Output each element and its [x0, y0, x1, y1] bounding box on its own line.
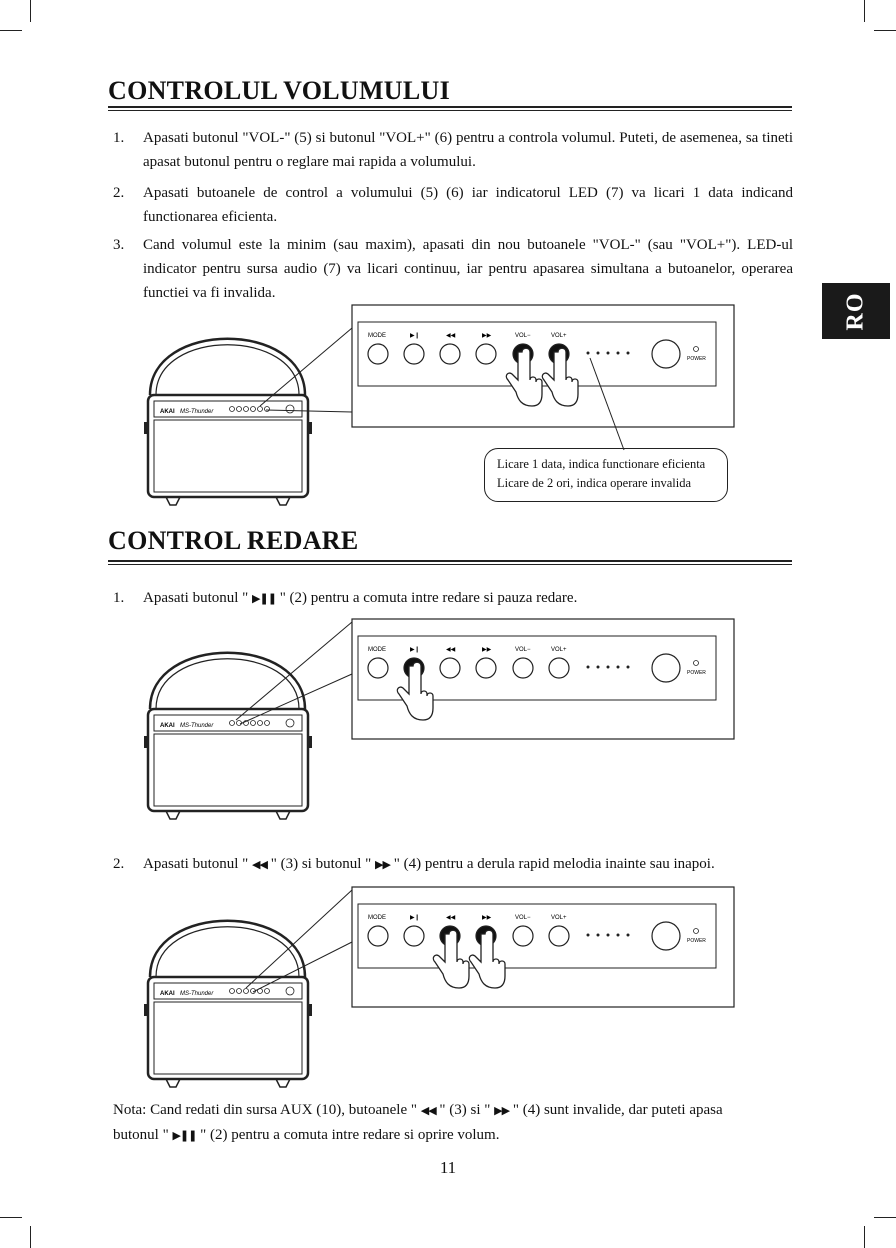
speaker-model: MS-Thunder — [180, 991, 214, 997]
speaker-brand: AKAI — [160, 723, 175, 729]
panel-label-next: ▶▶ — [482, 915, 492, 921]
crop-mark — [874, 1217, 896, 1218]
panel-label-prev: ◀◀ — [446, 647, 456, 653]
crop-mark — [874, 30, 896, 31]
panel-label-mode: MODE — [368, 333, 386, 339]
text-run: " (3) si " — [435, 1102, 495, 1118]
panel-label-next: ▶▶ — [482, 333, 492, 339]
next-icon: ▶▶ — [375, 858, 390, 871]
led-callout — [484, 448, 728, 502]
play-pause-figure — [130, 614, 750, 824]
text-run: " (4) sunt invalide, dar puteti apasa — [509, 1102, 723, 1118]
crop-mark — [0, 30, 22, 31]
text-run: Apasati butonul " — [143, 590, 253, 606]
list-item — [113, 852, 793, 876]
text-run: " (3) si butonul " — [266, 856, 376, 872]
text-run: Nota: Cand redati din sursa AUX (10), butoanele " — [113, 1102, 421, 1118]
list-text: Apasati butoanele de control a volumului (5) (6) iar indicatorul LED (7) va licari 1 data indicand functionarea eficienta. — [143, 185, 793, 225]
panel-label-vol-plus: VOL+ — [551, 915, 567, 921]
list-item — [113, 586, 793, 610]
callout-line: Licare 1 data, indica functionare eficienta — [497, 457, 706, 471]
list-number: 3. — [113, 237, 125, 253]
list-text: Apasati butonul "VOL-" (5) si butonul "VOL+" (6) pentru a controla volumul. Puteti, de asemenea, sa tineti apasat butonul pentru o reglare mai rapida a volumului. — [143, 130, 793, 170]
skip-figure — [130, 882, 750, 1092]
text-run: " (4) pentru a derula rapid melodia inainte sau inapoi. — [389, 856, 715, 872]
section-title-playback: CONTROL REDARE — [108, 526, 359, 555]
speaker-brand: AKAI — [160, 409, 175, 415]
language-tab-label: RO — [842, 292, 869, 330]
list-item — [113, 126, 793, 174]
panel-label-prev: ◀◀ — [446, 333, 456, 339]
list-text: Cand volumul este la minim (sau maxim), apasati din nou butoanele "VOL-" (sau "VOL+"). LED-ul indicator pentru sursa audio (7) va licari continuu, iar pentru apasarea simultana a butoanelor, operarea functiei va fi invalida. — [143, 237, 793, 301]
panel-label-power: POWER — [687, 938, 706, 944]
panel-label-play: ▶❙ — [410, 333, 420, 339]
play-pause-icon: ▶❚❚ — [172, 1129, 197, 1142]
text-run: " (2) pentru a comuta intre redare si oprire volum. — [196, 1127, 500, 1143]
text-run: Apasati butonul " — [143, 856, 253, 872]
title-rule — [108, 560, 792, 565]
callout-line: Licare de 2 ori, indica operare invalida — [497, 476, 692, 490]
panel-label-power: POWER — [687, 356, 706, 362]
previous-icon: ◀◀ — [420, 1104, 436, 1117]
list-item — [113, 233, 793, 305]
crop-mark — [864, 1226, 865, 1248]
crop-mark — [0, 1217, 22, 1218]
previous-icon: ◀◀ — [252, 858, 267, 871]
panel-label-mode: MODE — [368, 915, 386, 921]
list-number: 2. — [113, 185, 125, 201]
panel-label-play: ▶❙ — [410, 647, 420, 653]
panel-label-vol-plus: VOL+ — [551, 333, 567, 339]
crop-mark — [30, 0, 31, 22]
list-number: 1. — [113, 590, 125, 606]
speaker-model: MS-Thunder — [180, 409, 214, 415]
list-item — [113, 181, 793, 229]
list-number: 1. — [113, 130, 125, 146]
section-title-volume: CONTROLUL VOLUMULUI — [108, 76, 451, 105]
speaker-illustration — [144, 339, 312, 505]
language-tab — [822, 283, 890, 339]
panel-label-power: POWER — [687, 670, 706, 676]
speaker-brand: AKAI — [160, 991, 175, 997]
panel-label-mode: MODE — [368, 647, 386, 653]
panel-label-vol-plus: VOL+ — [551, 647, 567, 653]
crop-mark — [30, 1226, 31, 1248]
panel-label-vol-minus: VOL− — [515, 915, 531, 921]
crop-mark — [864, 0, 865, 22]
panel-label-next: ▶▶ — [482, 647, 492, 653]
list-number: 2. — [113, 856, 125, 872]
next-icon: ▶▶ — [494, 1104, 510, 1117]
note-paragraph — [113, 1098, 803, 1148]
title-rule — [108, 106, 792, 111]
speaker-model: MS-Thunder — [180, 723, 214, 729]
panel-label-vol-minus: VOL− — [515, 647, 531, 653]
text-run: " (2) pentru a comuta intre redare si pauza redare. — [275, 590, 578, 606]
text-run: butonul " — [113, 1127, 173, 1143]
play-pause-icon: ▶❚❚ — [252, 592, 276, 605]
panel-label-vol-minus: VOL− — [515, 333, 531, 339]
panel-label-play: ▶❙ — [410, 915, 420, 921]
panel-label-prev: ◀◀ — [446, 915, 456, 921]
page-number: 11 — [439, 1158, 457, 1177]
